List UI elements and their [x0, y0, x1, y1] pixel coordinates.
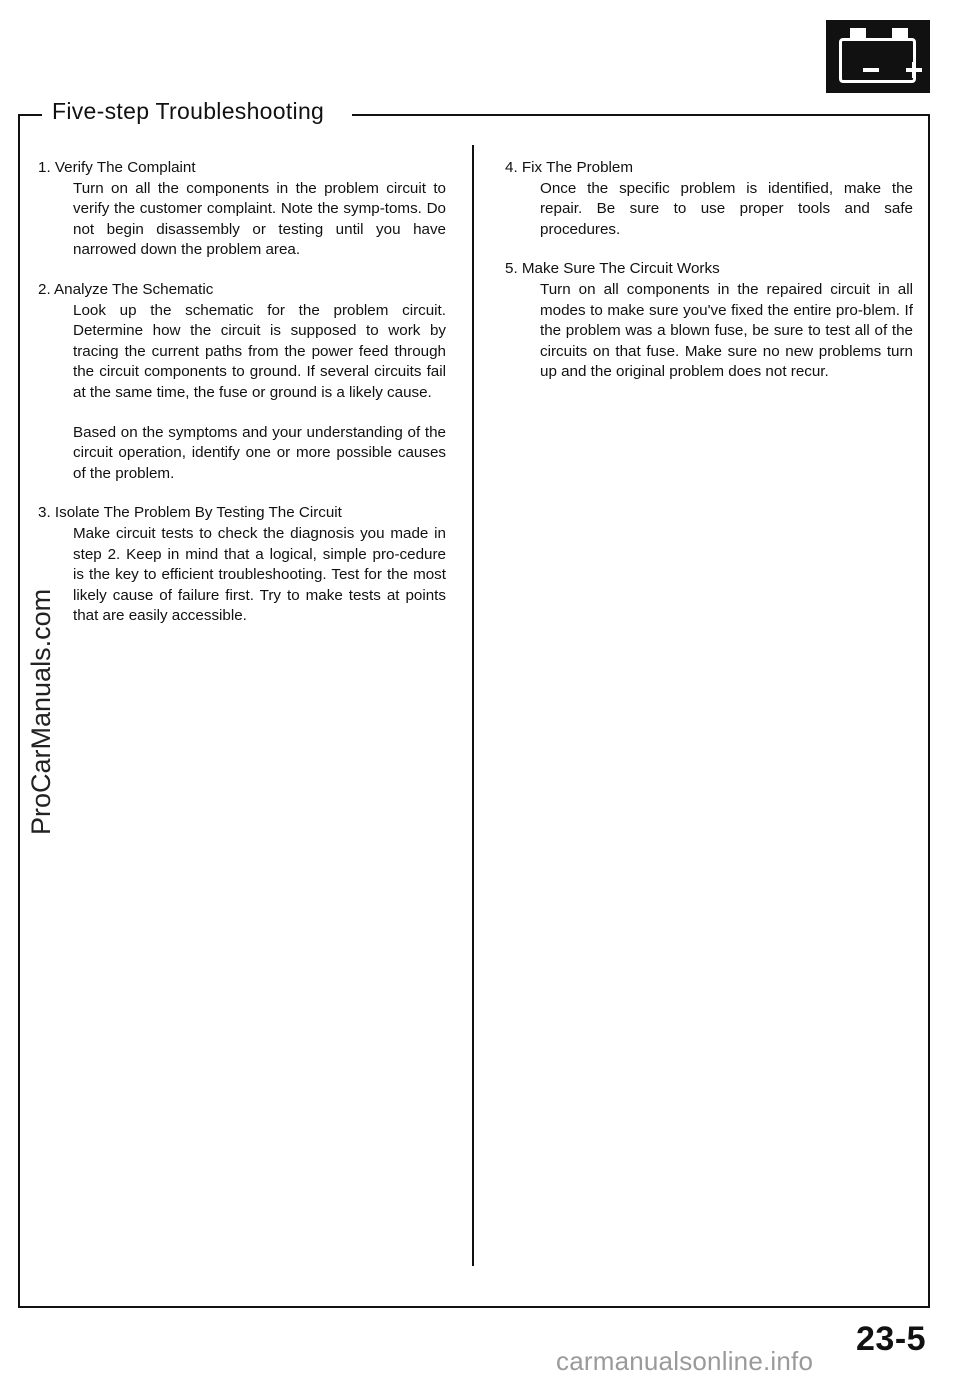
step-circuit-works — [505, 259, 913, 383]
column-divider — [472, 145, 474, 1266]
frame-top-left-line — [18, 114, 42, 116]
step-body: Look up the schematic for the problem circuit. Determine how the circuit is supposed to work by tracing the current paths from the power feed through the circuit components to ground. If several circuits fail at the same time, the fuse or ground is a likely cause. — [73, 301, 446, 401]
step-heading: 4. Fix The Problem — [505, 159, 634, 176]
right-column — [505, 158, 913, 402]
step-body: Once the specific problem is identified, make the repair. Be sure to use proper tools and safe procedures. — [540, 179, 913, 238]
step-verify-complaint — [38, 158, 446, 261]
minus-icon — [863, 68, 879, 72]
step-heading: 2. Analyze The Schematic — [38, 280, 214, 298]
step-heading: 1. Verify The Complaint — [38, 159, 196, 176]
step-analyze-schematic — [38, 280, 446, 484]
step-heading: 5. Make Sure The Circuit Works — [505, 260, 720, 278]
step-body: Make circuit tests to check the diagnosis you made in step 2. Keep in mind that a logical, simple pro-cedure is the key to efficient troubleshooting. Test for the most likely cause of failure first. Try to make tests at points that are easily accessible. — [73, 524, 446, 625]
battery-body — [839, 38, 916, 83]
step-heading: 3. Isolate The Problem By Testing The Circuit — [38, 504, 342, 522]
frame-left-line — [18, 114, 20, 1308]
step-extra-paragraph: Based on the symptoms and your understanding of the circuit operation, identify one or more possible causes of the problem. — [73, 423, 446, 482]
step-body: Turn on all the components in the problem circuit to verify the customer complaint. Note the symp-toms. Do not begin disassembly or testing until you have narrowed down the problem area. — [73, 179, 446, 259]
watermark: ProCarManuals.com — [26, 588, 56, 835]
frame-bottom-line — [18, 1306, 930, 1308]
footer-url: carmanualsonline.info — [556, 1346, 814, 1376]
step-fix-problem — [505, 158, 913, 240]
battery-icon — [826, 20, 930, 93]
plus-icon-vertical — [912, 62, 916, 78]
frame-right-line — [928, 114, 930, 1308]
section-title: Five-step Troubleshooting — [52, 98, 325, 124]
left-column — [38, 158, 446, 646]
frame-top-right-line — [352, 114, 930, 116]
step-body: Turn on all components in the repaired circuit in all modes to make sure you've fixed the entire pro-blem. If the problem was a blown fuse, be sure to test all of the circuits on that fuse. Make sure no new problems turn up and the original problem does not recur. — [540, 280, 913, 381]
step-isolate-problem — [38, 503, 446, 627]
page-number: 23-5 — [856, 1320, 927, 1358]
